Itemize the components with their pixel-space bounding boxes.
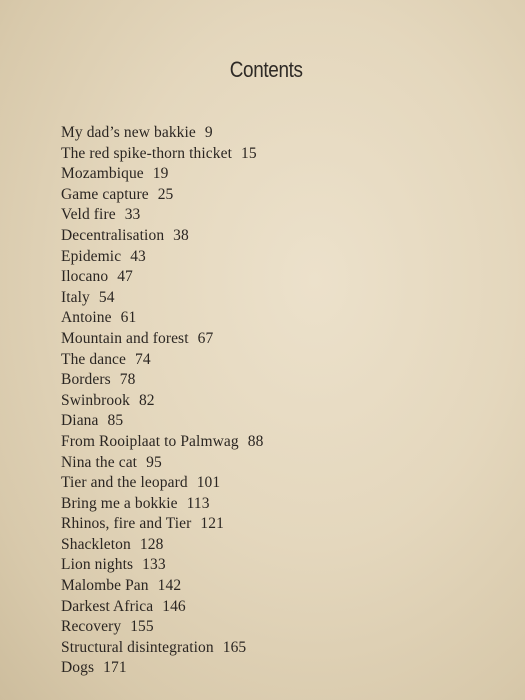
page-number: 171: [103, 659, 127, 677]
page-number: 19: [152, 165, 169, 183]
page-number: 121: [200, 515, 224, 533]
page-number: 38: [173, 226, 189, 244]
contents-entry: [61, 576, 263, 597]
page-number: 9: [204, 124, 213, 141]
contents-entry: [61, 432, 263, 453]
contents-entry: [61, 288, 263, 309]
contents-entry: [61, 329, 263, 350]
contents-entry: [61, 350, 263, 371]
contents-entry: [61, 597, 263, 618]
chapter-title: Darkest Africa: [61, 597, 154, 615]
chapter-title: Rhinos, fire and Tier: [61, 515, 192, 533]
page-number: 128: [139, 535, 164, 553]
page-number: 142: [157, 577, 182, 595]
page-number: 67: [197, 329, 214, 347]
chapter-title: The red spike-thorn thicket: [61, 144, 232, 162]
contents-entry: [61, 370, 263, 391]
page-number: 61: [120, 309, 137, 327]
page-number: 155: [130, 618, 154, 636]
contents-entry: [61, 144, 263, 165]
contents-entry: [61, 308, 263, 329]
page-number: 165: [222, 638, 247, 656]
page-number: 146: [162, 597, 186, 615]
page-number: 15: [241, 144, 257, 162]
chapter-title: Swinbrook: [61, 391, 130, 409]
contents-entry: [61, 411, 263, 432]
chapter-title: Italy: [61, 288, 90, 306]
chapter-title: Malombe Pan: [61, 577, 149, 595]
chapter-title: Antoine: [61, 309, 112, 327]
chapter-title: Game capture: [61, 185, 149, 203]
page-number: 88: [247, 432, 264, 450]
chapter-title: Epidemic: [61, 247, 122, 265]
chapter-title: Lion nights: [61, 556, 134, 574]
contents-entry: [61, 535, 263, 556]
contents-entry: [61, 164, 263, 185]
page-number: 82: [138, 391, 155, 409]
contents-entry: [61, 638, 263, 659]
contents-entry: [61, 247, 263, 268]
contents-entry: [61, 658, 263, 679]
page-number: 43: [130, 247, 146, 265]
chapter-title: The dance: [61, 350, 127, 368]
contents-entry: [61, 205, 263, 226]
chapter-title: Bring me a bokkie: [61, 494, 178, 512]
chapter-title: My dad’s new bakkie: [61, 124, 196, 141]
chapter-title: Tier and the leopard: [61, 474, 188, 492]
contents-entry: [61, 555, 263, 576]
contents-entry: [61, 226, 263, 247]
chapter-title: Recovery: [61, 618, 122, 636]
contents-entry: [61, 391, 263, 412]
page-number: 101: [196, 474, 221, 492]
chapter-title: Nina the cat: [61, 453, 138, 471]
page-number: 33: [124, 206, 141, 224]
page-number: 54: [98, 288, 115, 306]
contents-entry: [61, 123, 263, 144]
page-number: 133: [142, 556, 166, 574]
chapter-title: From Rooiplaat to Palmwag: [61, 432, 239, 450]
page-number: 95: [146, 453, 162, 471]
contents-entry: [61, 617, 263, 638]
contents-entry: [61, 267, 263, 288]
chapter-title: Mozambique: [61, 165, 144, 183]
chapter-title: Shackleton: [61, 535, 131, 553]
contents-entry: [61, 473, 263, 494]
contents-entry: [61, 514, 263, 535]
page-number: 47: [117, 268, 133, 286]
chapter-title: Structural disintegration: [61, 638, 214, 656]
chapter-title: Dogs: [61, 659, 95, 677]
page-number: 25: [157, 185, 174, 203]
contents-entry: [61, 185, 263, 206]
chapter-title: Veld fire: [61, 206, 116, 224]
contents-list: [61, 123, 263, 679]
chapter-title: Ilocano: [61, 268, 109, 286]
page-title: Contents: [229, 57, 303, 82]
chapter-title: Decentralisation: [61, 226, 165, 244]
page-number: 74: [135, 350, 151, 368]
page-number: 113: [186, 494, 210, 512]
chapter-title: Borders: [61, 371, 111, 389]
page-number: 85: [107, 412, 124, 430]
contents-entry: [61, 494, 263, 515]
chapter-title: Mountain and forest: [61, 329, 189, 347]
chapter-title: Diana: [61, 412, 99, 430]
contents-entry: [61, 453, 263, 474]
page-number: 78: [119, 371, 136, 389]
